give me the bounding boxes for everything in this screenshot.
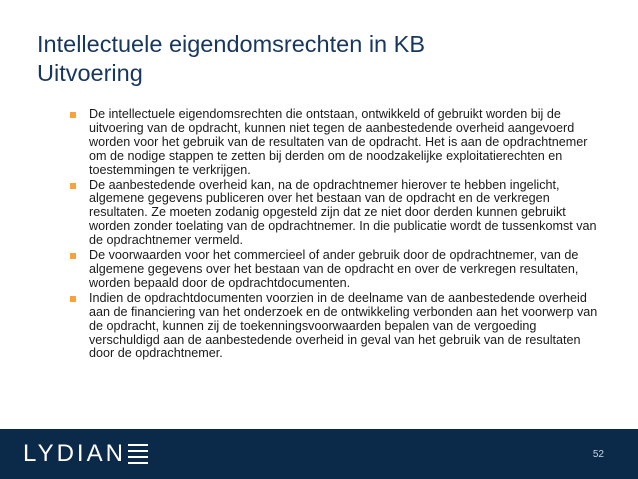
bullet-text: De intellectuele eigendomsrechten die ontstaan, ontwikkeld of gebruikt worden bij de uitvoering van de opdracht, kunnen niet tegen de aanbestedende overheid aangevoerd worden voor het gebruik van de resultaten van de opdracht. Het is aan de opdrachtnemer om de nodige stappen te zetten bij derden om de noodzakelijke exploitatierechten en toestemmingen te verkrijgen.: [89, 107, 588, 177]
bullet-item: [68, 108, 608, 178]
bullet-text: Indien de opdrachtdocumenten voorzien in de deelname van de aanbestedende overheid aan de financiering van het onderzoek en de ontwikkeling verbonden aan het voorwerp van de opdracht, kunnen zij de toekenningsvoorwaarden bepalen van de vergoeding verschuldigd aan de aanbestedende overheid in geval van het gebruik van de resultaten door de opdrachtnemer.: [89, 290, 598, 361]
bullet-item: [68, 179, 608, 249]
square-bullet-icon: [70, 296, 76, 302]
square-bullet-icon: [70, 183, 76, 189]
slide-title: [37, 30, 617, 88]
bullet-text: De aanbestedende overheid kan, na de opdrachtnemer hierover te hebben ingelicht, algemene gegevens publiceren over het bestaan van de opdracht en de verkregen resultaten. Ze moeten zodanig opgesteld zijn dat ze niet door derden kunnen gebruikt worden zonder toelating van de opdrachtnemer. In die publicatie wordt de tussenkomst van de opdrachtnemer vermeld.: [89, 177, 597, 248]
square-bullet-icon: [70, 112, 76, 118]
square-bullet-icon: [70, 253, 76, 259]
bullet-item: [68, 249, 608, 291]
bullet-list: [68, 108, 608, 362]
title-line-2: Uitvoering: [37, 60, 143, 86]
page-number: 52: [592, 449, 604, 460]
logo-text: LYDIAN: [23, 440, 126, 467]
bullet-item: [68, 292, 608, 362]
footer-bar: [0, 429, 638, 479]
three-lines-logo-icon: [128, 444, 148, 464]
bullet-text: De voorwaarden voor het commercieel of ander gebruik door de opdrachtnemer, van de algemene gegevens over het bestaan van de opdracht en over de verkregen resultaten, worden bepaald door de opdrachtdocumenten.: [89, 248, 579, 290]
lydian-logo: [23, 441, 148, 467]
title-line-1: Intellectuele eigendomsrechten in KB: [37, 31, 425, 57]
